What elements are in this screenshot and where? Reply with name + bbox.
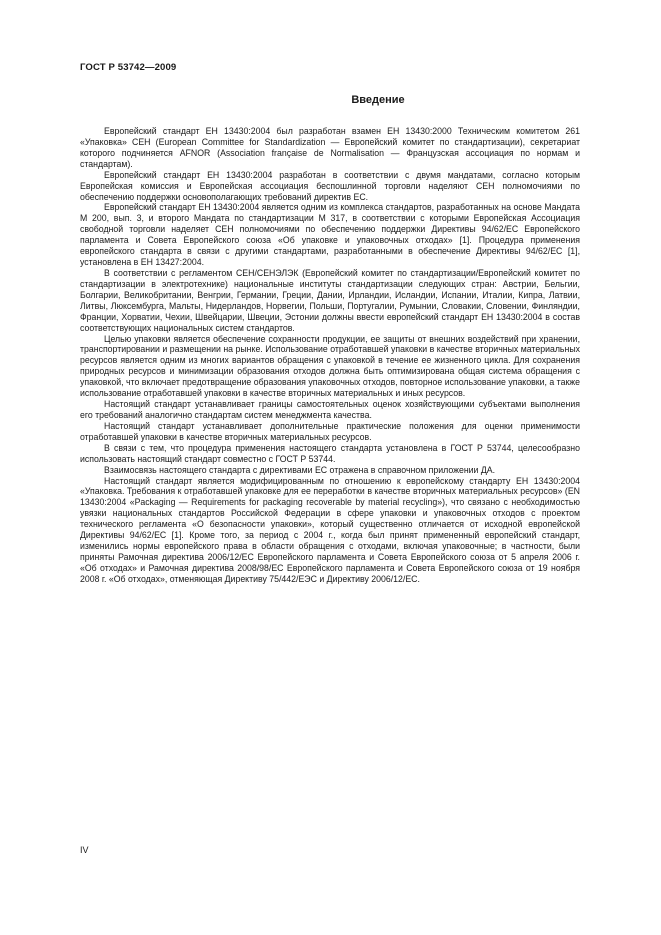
paragraph: Взаимосвязь настоящего стандарта с директивами ЕС отражена в справочном приложении ДА.: [104, 464, 496, 475]
paragraph: Настоящий стандарт является модифицированным по отношению к европейскому стандарту ЕН 13430:2004 «Упаковка. Требования к отработавшей упаковке для ее переработки в качестве вторичных материальных ресурсов» (EN 13430:2004 «Packaging — Requirements for packaging recoverable by material recycling»), что связано с необходимостью увязки национальных стандартов Российской Федерации в сфере упаковки и упаковочных отходов с проектом технического регламента «О безопасности упаковки», который существенно отличается от исходной европейской Директивы 94/62/ЕС [1]. Кроме того, за период с 2004 г., когда был принят примененный европейский стандарт, изменились нормы европейского права в области обращения с отходами, включая упаковочные; в частности, были приняты Рамочная директива 2006/12/ЕС Европейского парламента и Совета Европейского союза от 5 апреля 2006 г. «Об отходах» и Рамочная директива 2008/98/ЕС Европейского парламента и Совета Европейского союза от 19 ноября 2008 г. «Об отходах», отменяющая Директиву 75/442/ЕЭС и Директиву 2006/12/ЕС.: [80, 475, 580, 584]
paragraph: Настоящий стандарт устанавливает границы самостоятельных оценок хозяйствующими субъектами выполнения его требований аналогично стандартам систем менеджмента качества.: [80, 399, 580, 420]
section-title: Введение: [351, 94, 405, 106]
paragraph: Целью упаковки является обеспечение сохранности продукции, ее защиты от внешних воздействий при хранении, транспортировании и размещении на рынке. Использование отработавшей упаковки в качестве вторичных материальных ресурсов является одним из многих вариантов обращения с упаковкой в течение ее жизненного цикла. Для сохранения природных ресурсов и минимизации образования отходов должна быть оптимизирована общая система обращения с упаковкой, что включает предотвращение образования упаковочных отходов, повторное использование упаковки, а также использование отработавшей упаковки в качестве вторичных материальных и иных ресурсов.: [80, 333, 580, 399]
page-number: IV: [80, 845, 89, 855]
paragraph: Европейский стандарт ЕН 13430:2004 был разработан взамен ЕН 13430:2000 Техническим комитетом 261 «Упаковка» CEH (European Committee for Standardization — Европейский комитет по стандартизации), секретариат которого подчиняется AFNOR (Association française de Normalisation — Французская ассоциация по нормам и стандартам).: [80, 126, 580, 169]
paragraph: В соответствии с регламентом CEH/СЕНЭЛЭК (Европейский комитет по стандартизации/Европейский комитет по стандартизации в электротехнике) национальные институты стандартизации следующих стран: Австрии, Бельгии, Болгарии, Великобритании, Венгрии, Германии, Греции, Дании, Ирландии, Исландии, Испании, Италии, Кипра, Латвии, Литвы, Люксембурга, Мальты, Нидерландов, Норвегии, Польши, Португалии, Румынии, Словакии, Словении, Финляндии, Франции, Хорватии, Чехии, Швейцарии, Швеции, Эстонии должны ввести европейский стандарт ЕН 13430:2004 в состав соответствующих национальных систем стандартов.: [80, 267, 580, 333]
document-body: [80, 126, 580, 585]
paragraph: В связи с тем, что процедура применения настоящего стандарта установлена в ГОСТ Р 53744, целесообразно использовать настоящий стандарт совместно с ГОСТ Р 53744.: [80, 442, 580, 464]
paragraph: Европейский стандарт ЕН 13430:2004 разработан в соответствии с двумя мандатами, согласно которым Европейская комиссия и Европейская ассоциация беспошлинной торговли наделяют CEH полномочиями по обеспечению поддержки основополагающих требований директив ЕС.: [80, 169, 580, 202]
paragraph: Настоящий стандарт устанавливает дополнительные практические положения для оценки применимости отработавшей упаковки в качестве вторичных материальных ресурсов.: [80, 420, 580, 442]
standard-id-header: ГОСТ Р 53742—2009: [80, 62, 177, 73]
paragraph: Европейский стандарт ЕН 13430:2004 является одним из комплекса стандартов, разработанных на основе Мандата М 200, вып. 3, и второго Мандата по стандартизации М 317, в соответствии с которыми Европейская Ассоциация свободной торговли наделяет CEH полномочиями по обеспечению поддержки Директивы 94/62/ЕС Европейского парламента и Совета Европейского союза «Об упаковке и упаковочных отходах» [1]. Процедура применения европейского стандарта в связи с другими стандартами, разработанными в обеспечение Директивы 94/62/ЕС [1], установлена в ЕН 13427:2004.: [80, 202, 580, 268]
